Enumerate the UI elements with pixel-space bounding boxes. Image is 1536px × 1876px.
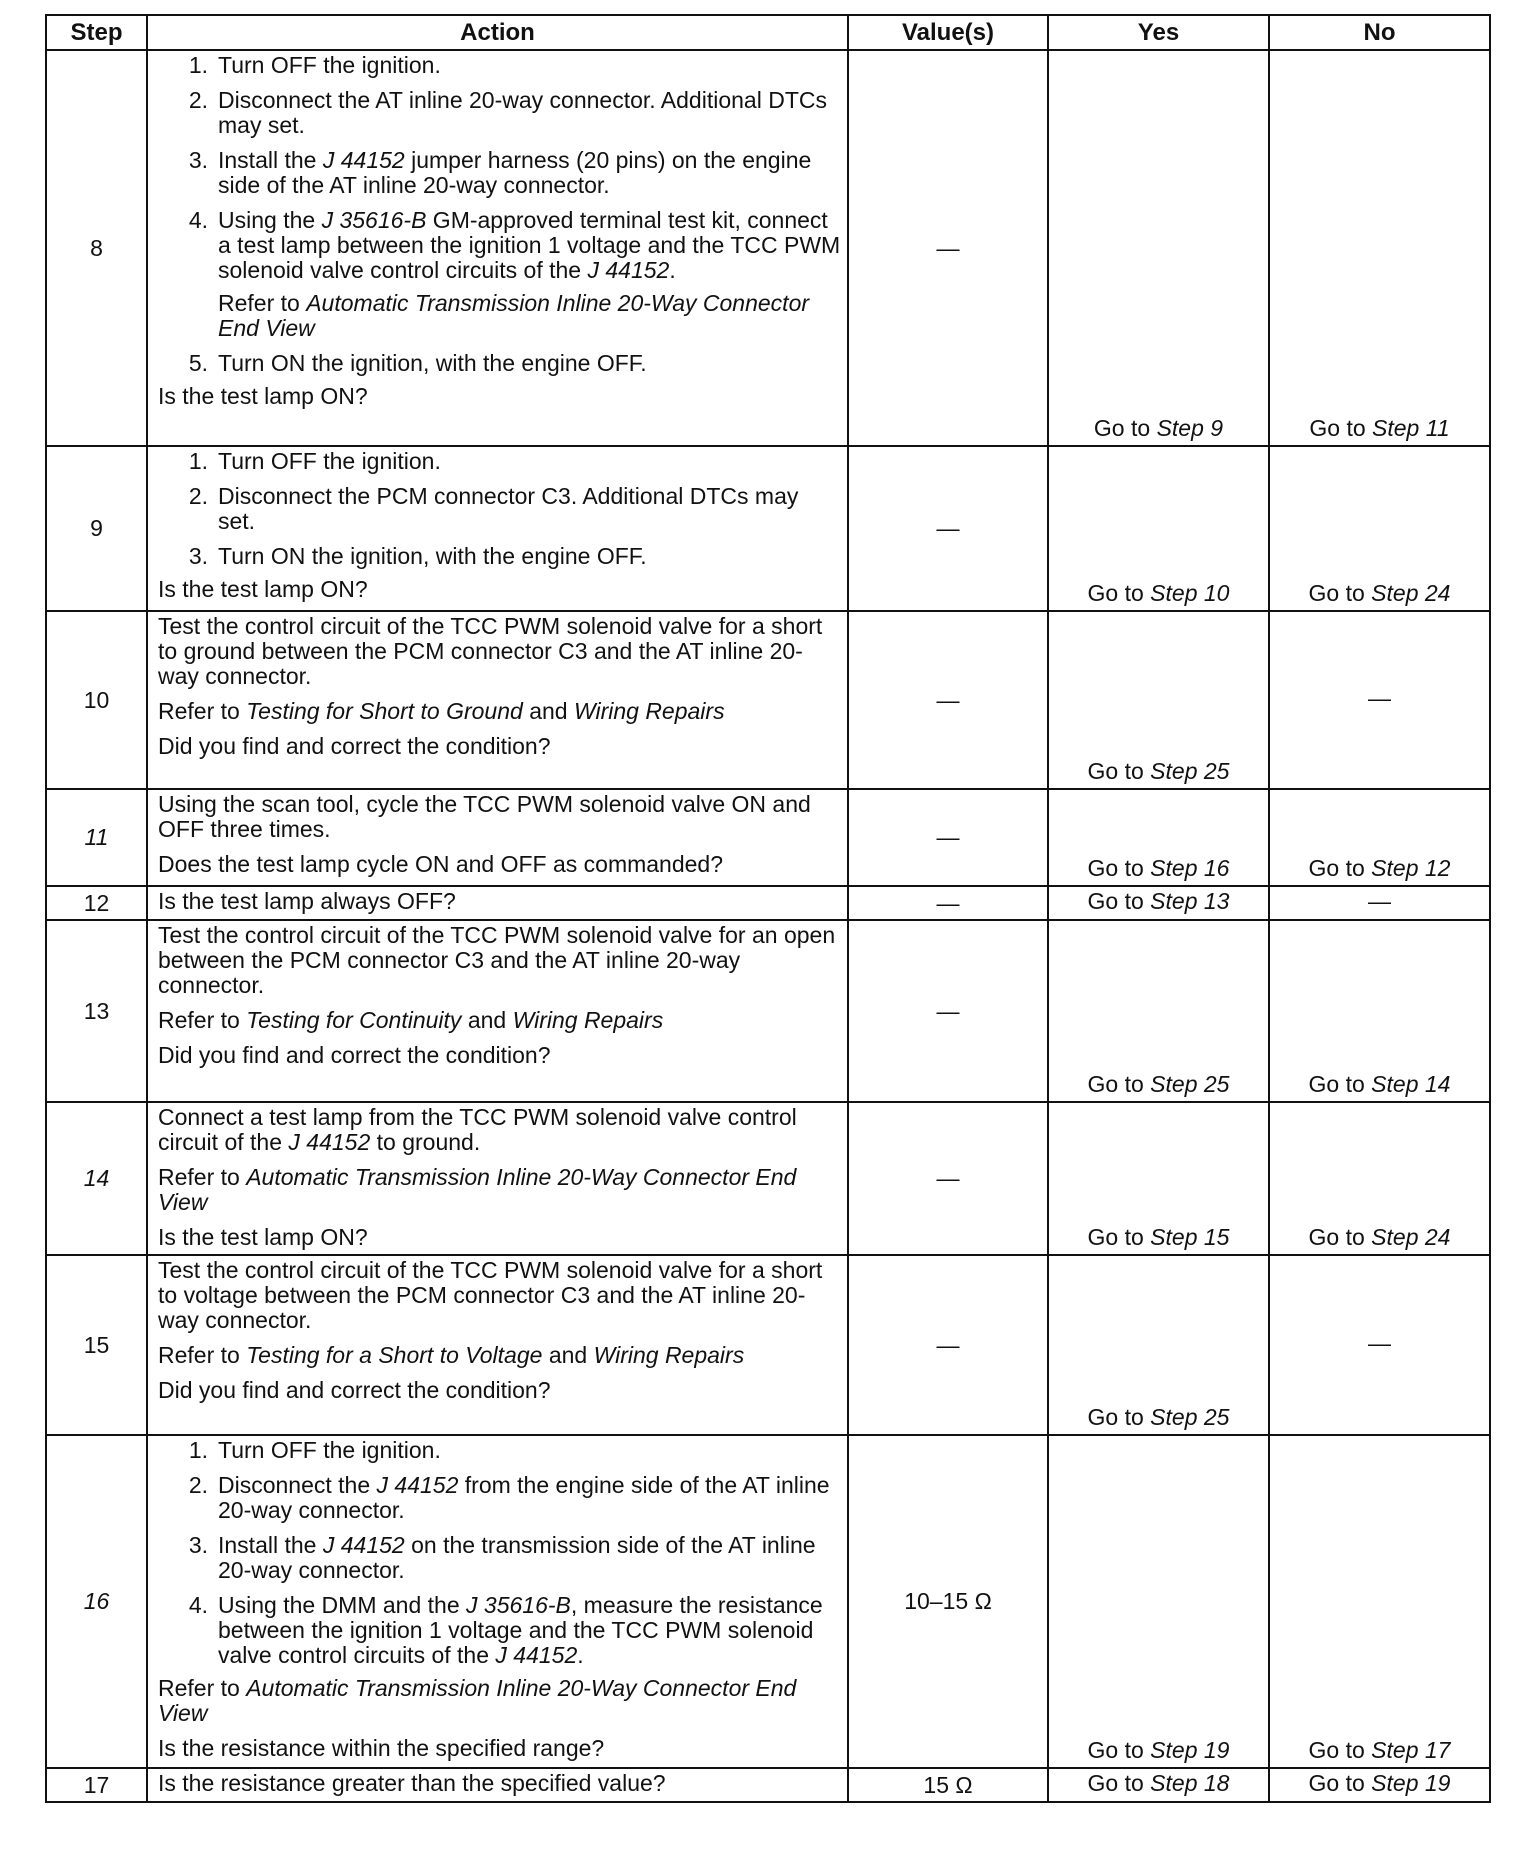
list-item: 1. Turn OFF the ignition. xyxy=(188,52,441,78)
value-cell: — xyxy=(848,920,1048,1102)
action-cell xyxy=(147,611,848,789)
header-values: Value(s) xyxy=(848,15,1048,50)
no-cell: — xyxy=(1269,886,1490,920)
list-item: 4. Using the DMM and the J 35616-B, measure the resistance between the ignition 1 voltage and the TCC PWM solenoid valve control circuits of the J 44152. xyxy=(188,1592,823,1668)
no-cell: Go to Step 17 xyxy=(1269,1435,1490,1768)
step-number: 13 xyxy=(46,920,147,1102)
list-item: 3. Install the J 44152 on the transmission side of the AT inline 20-way connector. xyxy=(188,1532,816,1583)
reference-note: Refer to Testing for a Short to Voltage and Wiring Repairs xyxy=(158,1342,745,1368)
step-number: 10 xyxy=(46,611,147,789)
action-steps xyxy=(158,53,841,283)
step-number: 16 xyxy=(46,1435,147,1768)
action-cell xyxy=(147,920,848,1102)
yes-cell: Go to Step 25 xyxy=(1048,611,1269,789)
question: Did you find and correct the condition? xyxy=(158,1377,551,1403)
list-item: 1. Turn OFF the ignition. xyxy=(188,448,441,474)
no-cell: Go to Step 11 xyxy=(1269,50,1490,446)
value-cell: — xyxy=(848,1102,1048,1255)
action-cell xyxy=(147,50,848,446)
action-cell xyxy=(147,1102,848,1255)
value-cell: — xyxy=(848,446,1048,611)
reference-note: Refer to Testing for Short to Ground and Wiring Repairs xyxy=(158,698,725,724)
action-cell xyxy=(147,1768,848,1802)
yes-cell: Go to Step 9 xyxy=(1048,50,1269,446)
question: Is the test lamp ON? xyxy=(158,1224,368,1250)
value-cell: — xyxy=(848,1255,1048,1435)
list-item: 2. Disconnect the AT inline 20-way connector. Additional DTCs may set. xyxy=(188,87,827,138)
no-cell: Go to Step 14 xyxy=(1269,920,1490,1102)
no-cell: Go to Step 19 xyxy=(1269,1768,1490,1802)
question: Is the test lamp always OFF? xyxy=(158,888,456,914)
step-number: 8 xyxy=(46,50,147,446)
yes-cell: Go to Step 19 xyxy=(1048,1435,1269,1768)
no-cell: Go to Step 12 xyxy=(1269,789,1490,886)
no-cell: Go to Step 24 xyxy=(1269,1102,1490,1255)
yes-cell: Go to Step 18 xyxy=(1048,1768,1269,1802)
table-row xyxy=(46,789,1490,886)
action-steps xyxy=(158,449,841,569)
question: Did you find and correct the condition? xyxy=(158,733,551,759)
table-row xyxy=(46,886,1490,920)
step-number: 14 xyxy=(46,1102,147,1255)
reference-note: Refer to Automatic Transmission Inline 20-Way Connector End View xyxy=(218,290,810,341)
table-row xyxy=(46,1102,1490,1255)
action-text: Test the control circuit of the TCC PWM solenoid valve for an open between the PCM connector C3 and the AT inline 20-way connector. xyxy=(158,922,836,998)
list-item: 1. Turn OFF the ignition. xyxy=(188,1437,441,1463)
table-row xyxy=(46,920,1490,1102)
step-number: 15 xyxy=(46,1255,147,1435)
yes-cell: Go to Step 25 xyxy=(1048,1255,1269,1435)
list-item: 3. Turn ON the ignition, with the engine OFF. xyxy=(188,543,647,569)
list-item: 3. Install the J 44152 jumper harness (20 pins) on the engine side of the AT inline 20-way connector. xyxy=(188,147,812,198)
action-cell xyxy=(147,886,848,920)
question: Does the test lamp cycle ON and OFF as commanded? xyxy=(158,851,724,877)
action-text: Test the control circuit of the TCC PWM solenoid valve for a short to voltage between the PCM connector C3 and the AT inline 20-way connector. xyxy=(158,1257,823,1333)
question: Is the resistance greater than the specified value? xyxy=(158,1770,666,1796)
question: Is the test lamp ON? xyxy=(158,383,368,409)
value-cell: — xyxy=(848,611,1048,789)
no-cell: — xyxy=(1269,1255,1490,1435)
question: Is the test lamp ON? xyxy=(158,576,368,602)
action-cell xyxy=(147,1435,848,1768)
no-cell: — xyxy=(1269,611,1490,789)
list-item: 2. Disconnect the J 44152 from the engine side of the AT inline 20-way connector. xyxy=(188,1472,830,1523)
table-row xyxy=(46,1768,1490,1802)
list-item: 4. Using the J 35616-B GM-approved terminal test kit, connect a test lamp between the ignition 1 voltage and the TCC PWM solenoid valve control circuits of the J 44152. xyxy=(188,207,841,283)
action-steps xyxy=(158,351,841,376)
table-row xyxy=(46,446,1490,611)
yes-cell: Go to Step 15 xyxy=(1048,1102,1269,1255)
header-step: Step xyxy=(46,15,147,50)
yes-cell: Go to Step 25 xyxy=(1048,920,1269,1102)
value-cell: 15 Ω xyxy=(848,1768,1048,1802)
yes-cell: Go to Step 13 xyxy=(1048,886,1269,920)
value-cell: — xyxy=(848,886,1048,920)
header-no: No xyxy=(1269,15,1490,50)
action-text: Using the scan tool, cycle the TCC PWM solenoid valve ON and OFF three times. xyxy=(158,791,811,842)
reference-note: Refer to Automatic Transmission Inline 20-Way Connector End View xyxy=(158,1675,797,1726)
reference-note: Refer to Automatic Transmission Inline 20-Way Connector End View xyxy=(158,1164,797,1215)
action-cell xyxy=(147,789,848,886)
table-row xyxy=(46,1435,1490,1768)
diagnostic-table xyxy=(45,14,1491,1803)
table-row xyxy=(46,1255,1490,1435)
value-cell: 10–15 Ω xyxy=(848,1435,1048,1768)
list-item: 2. Disconnect the PCM connector C3. Additional DTCs may set. xyxy=(188,483,799,534)
table-row xyxy=(46,50,1490,446)
yes-cell: Go to Step 10 xyxy=(1048,446,1269,611)
step-number: 9 xyxy=(46,446,147,611)
action-text: Test the control circuit of the TCC PWM solenoid valve for a short to ground between the PCM connector C3 and the AT inline 20-way connector. xyxy=(158,613,823,689)
action-cell xyxy=(147,446,848,611)
step-number: 17 xyxy=(46,1768,147,1802)
yes-cell: Go to Step 16 xyxy=(1048,789,1269,886)
header-row xyxy=(46,15,1490,50)
reference-note: Refer to Testing for Continuity and Wiring Repairs xyxy=(158,1007,664,1033)
action-steps xyxy=(158,1438,841,1668)
value-cell: — xyxy=(848,789,1048,886)
value-cell: — xyxy=(848,50,1048,446)
header-yes: Yes xyxy=(1048,15,1269,50)
question: Is the resistance within the specified range? xyxy=(158,1735,605,1761)
step-number: 11 xyxy=(46,789,147,886)
list-item: 5. Turn ON the ignition, with the engine OFF. xyxy=(188,350,647,376)
question: Did you find and correct the condition? xyxy=(158,1042,551,1068)
action-text: Connect a test lamp from the TCC PWM solenoid valve control circuit of the J 44152 to ground. xyxy=(158,1104,797,1155)
header-action: Action xyxy=(147,15,848,50)
no-cell: Go to Step 24 xyxy=(1269,446,1490,611)
step-number: 12 xyxy=(46,886,147,920)
action-cell xyxy=(147,1255,848,1435)
table-row xyxy=(46,611,1490,789)
